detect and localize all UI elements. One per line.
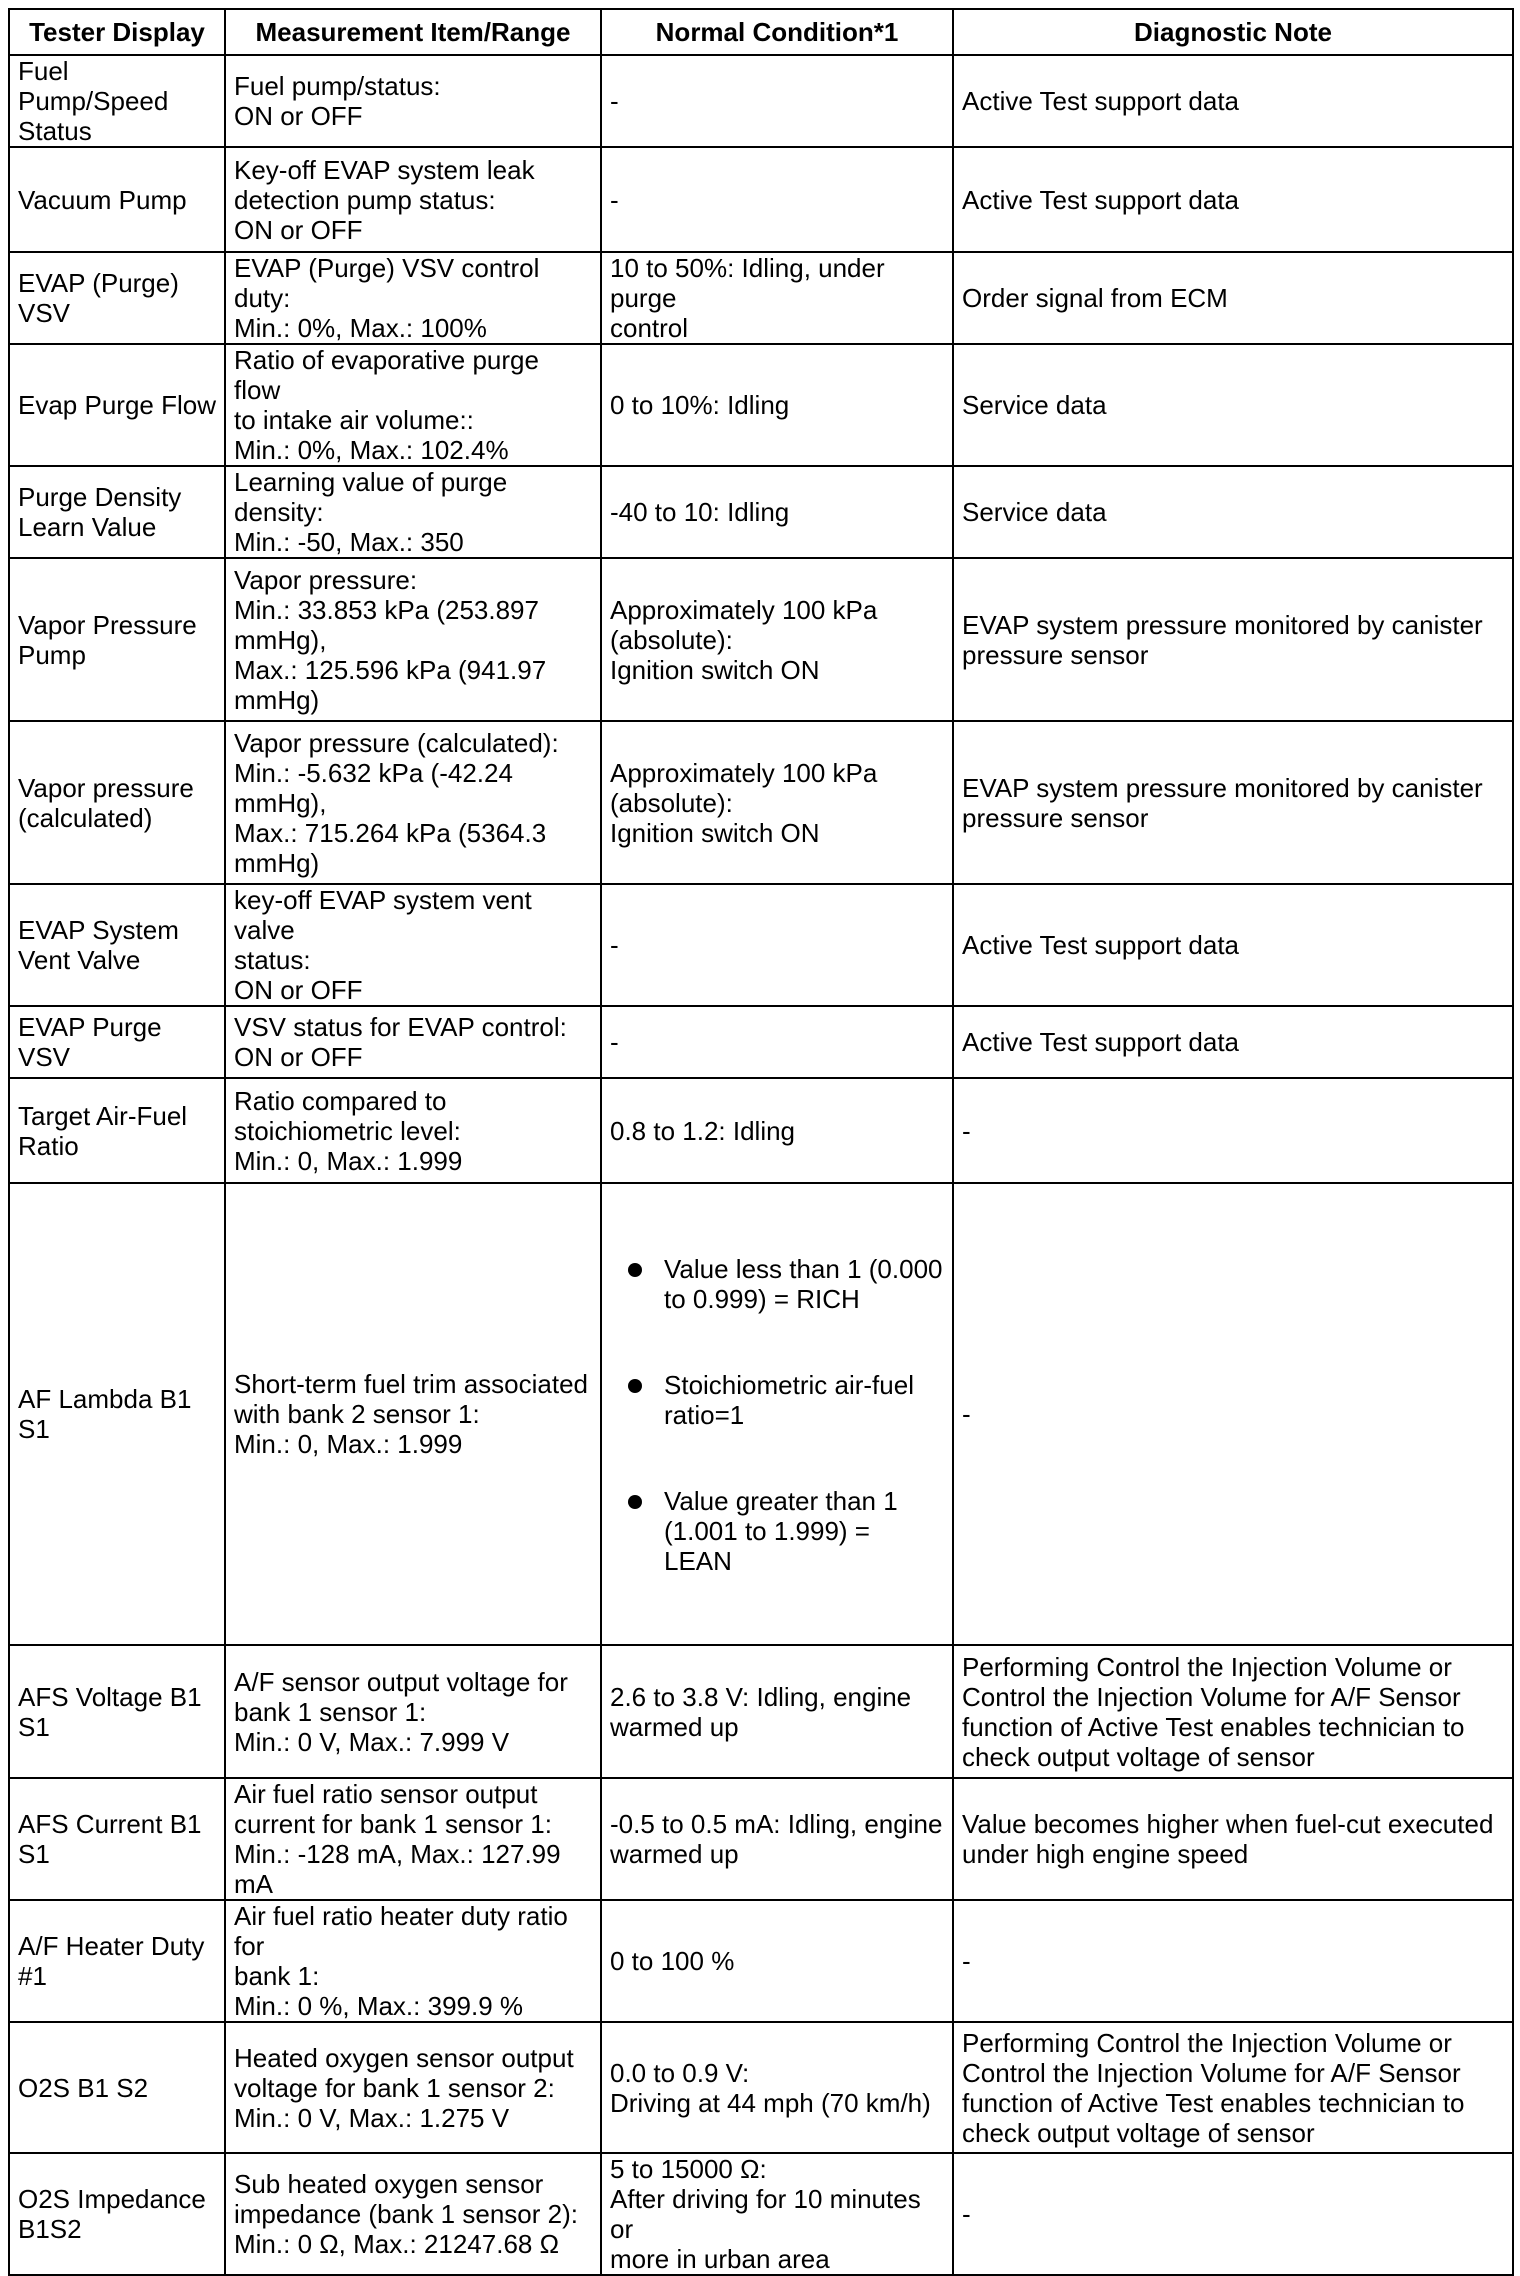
measurement-cell: Sub heated oxygen sensor impedance (bank 1 sensor 2): Min.: 0 Ω, Max.: 21247.68 Ω [225, 2153, 601, 2275]
table-row [9, 558, 1513, 721]
diagnostic-note-cell: Active Test support data [953, 1006, 1513, 1078]
table-row [9, 1645, 1513, 1778]
measurement-cell: Air fuel ratio heater duty ratio for bank 1: Min.: 0 %, Max.: 399.9 % [225, 1900, 601, 2022]
measurement-cell: Air fuel ratio sensor output current for bank 1 sensor 1: Min.: -128 mA, Max.: 127.99 mA [225, 1778, 601, 1900]
tester-display-cell: Evap Purge Flow [9, 344, 225, 466]
header-diagnostic-note: Diagnostic Note [953, 9, 1513, 55]
header-normal-condition: Normal Condition*1 [601, 9, 953, 55]
list-item: Value less than 1 (0.000 to 0.999) = RICH [610, 1254, 944, 1314]
normal-condition-cell: - [601, 1006, 953, 1078]
normal-condition-cell: 5 to 15000 Ω: After driving for 10 minutes or more in urban area [601, 2153, 953, 2275]
tester-display-cell: Fuel Pump/Speed Status [9, 55, 225, 147]
diagnostic-note-cell: Active Test support data [953, 884, 1513, 1006]
normal-condition-cell: - [601, 147, 953, 252]
measurement-cell: Short-term fuel trim associated with bank 2 sensor 1: Min.: 0, Max.: 1.999 [225, 1183, 601, 1645]
measurement-cell: Key-off EVAP system leak detection pump status: ON or OFF [225, 147, 601, 252]
measurement-cell: Ratio of evaporative purge flow to intake air volume:: Min.: 0%, Max.: 102.4% [225, 344, 601, 466]
measurement-cell: A/F sensor output voltage for bank 1 sensor 1: Min.: 0 V, Max.: 7.999 V [225, 1645, 601, 1778]
measurement-cell: VSV status for EVAP control: ON or OFF [225, 1006, 601, 1078]
normal-condition-bullet-list [610, 1214, 944, 1614]
measurement-cell: Vapor pressure: Min.: 33.853 kPa (253.897 mmHg), Max.: 125.596 kPa (941.97 mmHg) [225, 558, 601, 721]
tester-display-cell: Target Air-Fuel Ratio [9, 1078, 225, 1183]
diagnostic-note-cell: Performing Control the Injection Volume or Control the Injection Volume for A/F Sensor function of Active Test enables technician to check output voltage of sensor [953, 2022, 1513, 2153]
table-row [9, 2153, 1513, 2275]
header-tester-display: Tester Display [9, 9, 225, 55]
diagnostic-note-cell: - [953, 1078, 1513, 1183]
normal-condition-cell: - [601, 884, 953, 1006]
table-row [9, 2022, 1513, 2153]
diagnostic-note-cell: - [953, 1183, 1513, 1645]
table-row [9, 55, 1513, 147]
table-row [9, 252, 1513, 344]
measurement-cell: Learning value of purge density: Min.: -50, Max.: 350 [225, 466, 601, 558]
diagnostic-data-table [8, 8, 1514, 2276]
normal-condition-cell: - [601, 55, 953, 147]
normal-condition-cell: 0.8 to 1.2: Idling [601, 1078, 953, 1183]
table-row [9, 147, 1513, 252]
tester-display-cell: EVAP System Vent Valve [9, 884, 225, 1006]
table-row [9, 1778, 1513, 1900]
list-item: Value greater than 1 (1.001 to 1.999) = LEAN [610, 1486, 944, 1576]
diagnostic-note-cell: Value becomes higher when fuel-cut executed under high engine speed [953, 1778, 1513, 1900]
tester-display-cell: AFS Voltage B1 S1 [9, 1645, 225, 1778]
tester-display-cell: Vapor Pressure Pump [9, 558, 225, 721]
table-row [9, 344, 1513, 466]
diagnostic-note-cell: EVAP system pressure monitored by canister pressure sensor [953, 721, 1513, 884]
normal-condition-cell: -40 to 10: Idling [601, 466, 953, 558]
normal-condition-cell: 0.0 to 0.9 V: Driving at 44 mph (70 km/h) [601, 2022, 953, 2153]
list-item: Stoichiometric air-fuel ratio=1 [610, 1370, 944, 1430]
diagnostic-note-cell: Active Test support data [953, 55, 1513, 147]
normal-condition-cell [601, 1183, 953, 1645]
measurement-cell: key-off EVAP system vent valve status: ON or OFF [225, 884, 601, 1006]
tester-display-cell: EVAP Purge VSV [9, 1006, 225, 1078]
diagnostic-note-cell: - [953, 1900, 1513, 2022]
table-row [9, 1183, 1513, 1645]
diagnostic-note-cell: Service data [953, 466, 1513, 558]
table-row [9, 721, 1513, 884]
tester-display-cell: EVAP (Purge) VSV [9, 252, 225, 344]
tester-display-cell: AFS Current B1 S1 [9, 1778, 225, 1900]
tester-display-cell: O2S Impedance B1S2 [9, 2153, 225, 2275]
table-row [9, 1078, 1513, 1183]
diagnostic-note-cell: Performing Control the Injection Volume or Control the Injection Volume for A/F Sensor function of Active Test enables technician to check output voltage of sensor [953, 1645, 1513, 1778]
normal-condition-cell: 0 to 10%: Idling [601, 344, 953, 466]
tester-display-cell: Vapor pressure (calculated) [9, 721, 225, 884]
normal-condition-cell: Approximately 100 kPa (absolute): Ignition switch ON [601, 721, 953, 884]
normal-condition-cell: 2.6 to 3.8 V: Idling, engine warmed up [601, 1645, 953, 1778]
diagnostic-note-cell: EVAP system pressure monitored by canister pressure sensor [953, 558, 1513, 721]
tester-display-cell: Vacuum Pump [9, 147, 225, 252]
table-header-row [9, 9, 1513, 55]
table-row [9, 466, 1513, 558]
normal-condition-cell: 10 to 50%: Idling, under purge control [601, 252, 953, 344]
header-measurement-item: Measurement Item/Range [225, 9, 601, 55]
measurement-cell: Heated oxygen sensor output voltage for bank 1 sensor 2: Min.: 0 V, Max.: 1.275 V [225, 2022, 601, 2153]
diagnostic-note-cell: Order signal from ECM [953, 252, 1513, 344]
table-row [9, 1006, 1513, 1078]
tester-display-cell: O2S B1 S2 [9, 2022, 225, 2153]
measurement-cell: Vapor pressure (calculated): Min.: -5.632 kPa (-42.24 mmHg), Max.: 715.264 kPa (5364.3 mmHg) [225, 721, 601, 884]
measurement-cell: EVAP (Purge) VSV control duty: Min.: 0%, Max.: 100% [225, 252, 601, 344]
normal-condition-cell: 0 to 100 % [601, 1900, 953, 2022]
diagnostic-note-cell: Active Test support data [953, 147, 1513, 252]
tester-display-cell: AF Lambda B1 S1 [9, 1183, 225, 1645]
normal-condition-cell: Approximately 100 kPa (absolute): Ignition switch ON [601, 558, 953, 721]
tester-display-cell: A/F Heater Duty #1 [9, 1900, 225, 2022]
measurement-cell: Fuel pump/status: ON or OFF [225, 55, 601, 147]
table-row [9, 1900, 1513, 2022]
table-row [9, 884, 1513, 1006]
diagnostic-note-cell: Service data [953, 344, 1513, 466]
normal-condition-cell: -0.5 to 0.5 mA: Idling, engine warmed up [601, 1778, 953, 1900]
tester-display-cell: Purge Density Learn Value [9, 466, 225, 558]
measurement-cell: Ratio compared to stoichiometric level: Min.: 0, Max.: 1.999 [225, 1078, 601, 1183]
diagnostic-note-cell: - [953, 2153, 1513, 2275]
